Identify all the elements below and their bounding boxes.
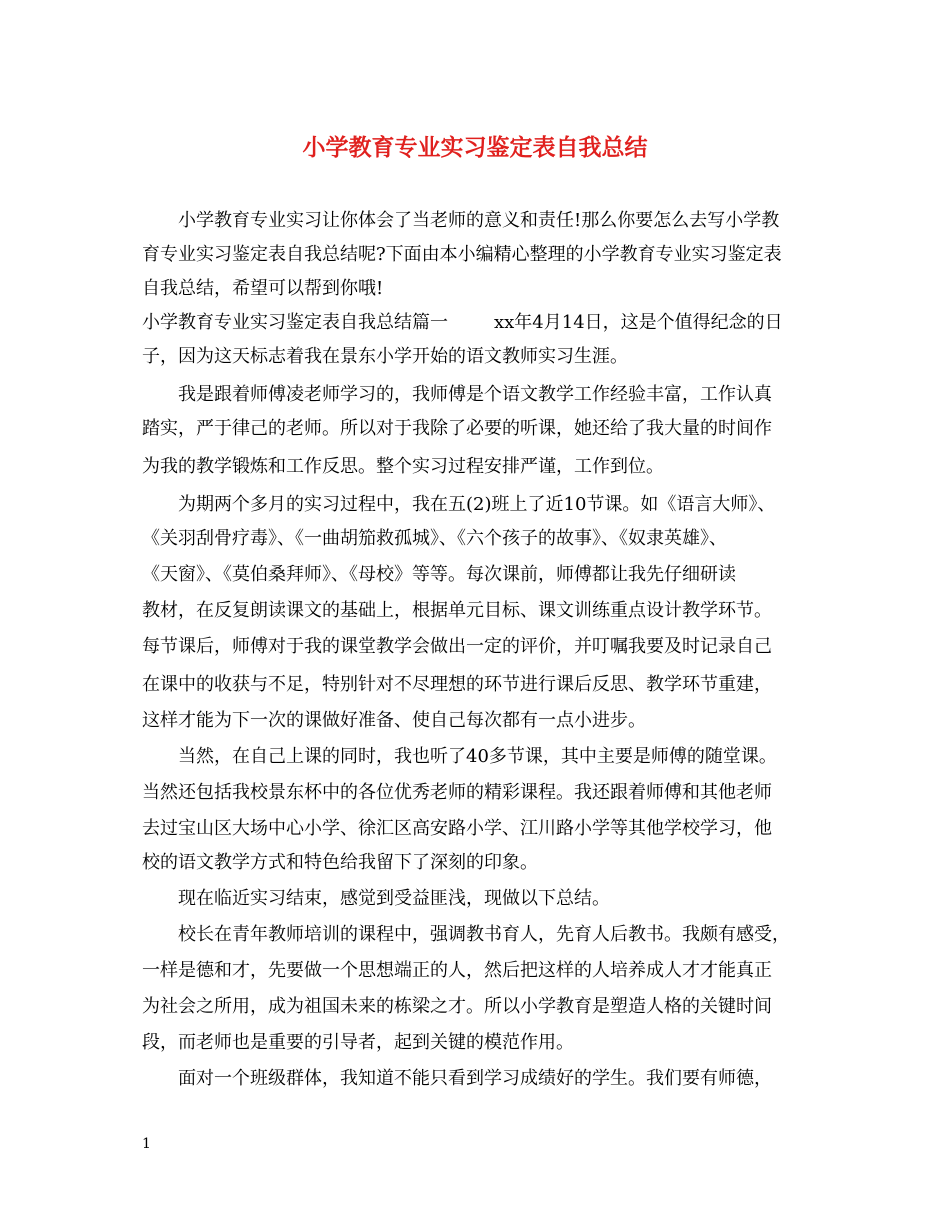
paragraph-line: 每节课后，师傅对于我的课堂教学会做出一定的评价，并叮嘱我要及时记录自己 (142, 636, 772, 657)
paragraph-line: 踏实，严于律己的老师。所以对于我除了必要的听课，她还给了我大量的时间作 (142, 418, 772, 439)
page-number: 1 (142, 1136, 151, 1152)
paragraph-line: 去过宝山区大场中心小学、徐汇区高安路小学、江川路小学等其他学校学习，他 (142, 818, 772, 839)
paragraph-line: 这样才能为下一次的课做好准备、使自己每次都有一点小进步。 (142, 710, 646, 731)
paragraph-line: 小学教育专业实习让你体会了当老师的意义和责任!那么你要怎么去写小学教 (178, 210, 780, 231)
paragraph-line: 为期两个多月的实习过程中，我在五(2)班上了近10节课。如《语言大师》、 (178, 494, 776, 515)
paragraph-line: 自我总结，希望可以帮到你哦! (142, 278, 384, 299)
paragraph-line: 校的语文教学方式和特色给我留下了深刻的印象。 (142, 852, 538, 873)
document-title: 小学教育专业实习鉴定表自我总结 (302, 134, 648, 161)
paragraph-line: 在课中的收获与不足，特别针对不尽理想的环节进行课后反思、教学环节重建， (142, 674, 772, 695)
chapter-heading-line (142, 306, 783, 340)
paragraph-line: 我是跟着师傅凌老师学习的，我师傅是个语文教学工作经验丰富，工作认真 (178, 384, 772, 405)
paragraph-line: 子，因为这天标志着我在景东小学开始的语文教师实习生涯。 (142, 346, 628, 367)
paragraph-line: 面对一个班级群体，我知道不能只看到学习成绩好的学生。我们要有师德， (178, 1068, 772, 1089)
paragraph-line: 为我的教学锻炼和工作反思。整个实习过程安排严谨，工作到位。 (142, 456, 664, 477)
chapter-first-text: xx年4月14日，这是个值得纪念的日 (494, 312, 783, 333)
chapter-heading: 小学教育专业实习鉴定表自我总结篇一 (142, 312, 448, 333)
paragraph-line: 段，而老师也是重要的引导者，起到关键的模范作用。 (142, 1032, 574, 1053)
paragraph-line: 育专业实习鉴定表自我总结呢?下面由本小编精心整理的小学教育专业实习鉴定表 (142, 244, 782, 265)
paragraph-line: 《天窗》、《莫伯桑拜师》、《母校》等等。每次课前，师傅都让我先仔细研读 (142, 564, 736, 585)
paragraph-line: 为社会之所用，成为祖国未来的栋梁之才。所以小学教育是塑造人格的关键时间 (142, 996, 772, 1017)
paragraph-line: 校长在青年教师培训的课程中，强调教书育人，先育人后教书。我颇有感受， (178, 924, 790, 945)
paragraph-line: 一样是德和才，先要做一个思想端正的人，然后把这样的人培养成人才才能真正 (142, 960, 772, 981)
paragraph-line: 当然，在自己上课的同时，我也听了40多节课，其中主要是师傅的随堂课。 (178, 746, 777, 767)
paragraph-line: 现在临近实习结束，感觉到受益匪浅，现做以下总结。 (178, 888, 610, 909)
paragraph-line: 教材，在反复朗读课文的基础上，根据单元目标、课文训练重点设计教学环节。 (142, 600, 772, 621)
paragraph-line: 当然还包括我校景东杯中的各位优秀老师的精彩课程。我还跟着师傅和其他老师 (142, 782, 772, 803)
paragraph-line: 《关羽刮骨疗毒》、《一曲胡笳救孤城》、《六个孩子的故事》、《奴隶英雄》、 (142, 528, 727, 549)
